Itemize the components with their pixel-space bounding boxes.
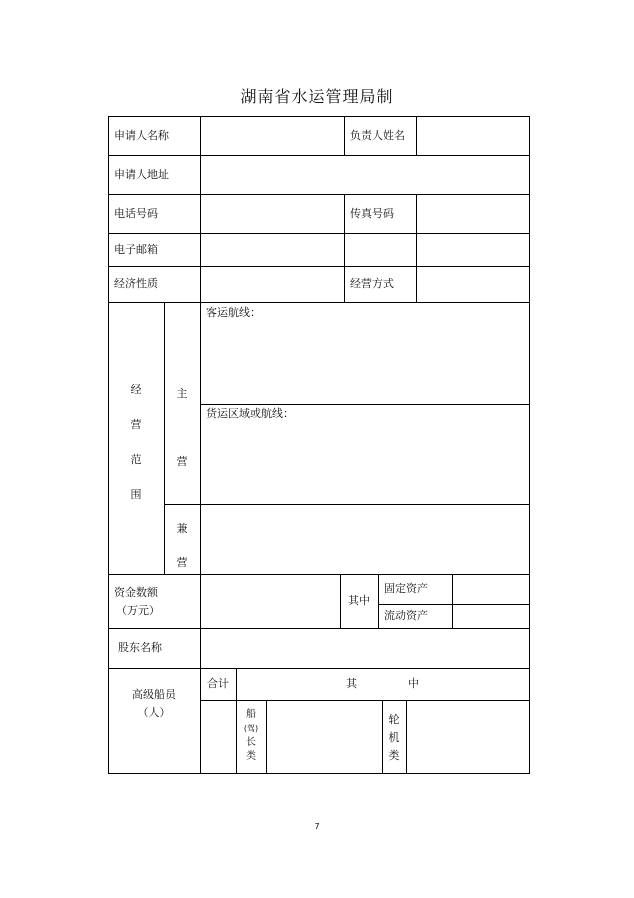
- cargo-routes-label: 货运区域或航线：: [206, 407, 294, 420]
- scope-char: 范: [130, 453, 142, 466]
- senior-crew-text: 高级船员: [132, 688, 176, 701]
- economic-nature-label: 经济性质: [114, 277, 158, 290]
- engine-char: 轮: [388, 713, 400, 726]
- capital-of-which-label: 其中: [348, 594, 370, 607]
- fax-field[interactable]: [417, 195, 529, 232]
- senior-crew-label: [108, 669, 200, 739]
- border-right: [529, 116, 530, 774]
- engine-class-label: [384, 711, 404, 765]
- border-bottom: [108, 773, 530, 774]
- fax-label: 传真号码: [350, 206, 394, 220]
- economic-nature-field[interactable]: [201, 267, 343, 301]
- secondary-business-field[interactable]: [201, 505, 529, 573]
- scope-char: 营: [130, 418, 142, 431]
- current-assets-field[interactable]: [453, 605, 529, 628]
- applicant-address-label: 申请人地址: [114, 167, 169, 181]
- captain-class-label: [241, 708, 261, 764]
- crew-total-label: 合计: [207, 677, 229, 690]
- passenger-routes-field[interactable]: [201, 322, 529, 403]
- phone-label: 电话号码: [114, 206, 158, 220]
- capital-label-text: 资金数额: [114, 585, 158, 599]
- cargo-routes-field[interactable]: [201, 423, 529, 503]
- main-business-label: [172, 360, 192, 496]
- application-form-table: [108, 116, 530, 774]
- applicant-address-field[interactable]: [201, 156, 529, 193]
- captain-char: 长: [246, 737, 256, 748]
- business-mode-field[interactable]: [417, 267, 529, 301]
- main-char: 营: [176, 455, 188, 468]
- row-line: [108, 302, 530, 303]
- passenger-routes-label: 客运航线：: [206, 306, 261, 319]
- form-title: 湖南省水运管理局制: [240, 87, 394, 106]
- secondary-business-label: [172, 512, 192, 580]
- applicant-name-field[interactable]: [201, 117, 343, 154]
- phone-field[interactable]: [201, 195, 343, 232]
- applicant-name-label: 申请人名称: [114, 128, 169, 142]
- col-line: [382, 700, 383, 774]
- crew-of-which-right: 中: [408, 677, 419, 690]
- engine-class-field[interactable]: [407, 701, 529, 773]
- capital-unit-text: （万元）: [116, 603, 160, 617]
- captain-char: (驾): [243, 724, 259, 733]
- fixed-assets-label: 固定资产: [384, 582, 428, 595]
- email-extra-field-2[interactable]: [417, 234, 529, 265]
- col-line: [164, 302, 165, 574]
- fixed-assets-field[interactable]: [453, 575, 529, 604]
- business-mode-label: 经营方式: [350, 277, 394, 290]
- captain-char: 类: [246, 751, 256, 762]
- secondary-char: 兼: [176, 522, 188, 535]
- shareholder-field[interactable]: [201, 629, 529, 668]
- email-extra-field[interactable]: [345, 234, 415, 265]
- responsible-person-label: 负责人姓名: [350, 128, 405, 142]
- scope-char: 围: [130, 488, 142, 501]
- email-label: 电子邮箱: [114, 242, 158, 256]
- capital-amount-label: [108, 575, 200, 628]
- responsible-person-field[interactable]: [417, 117, 529, 154]
- crew-total-field[interactable]: [201, 701, 236, 773]
- secondary-char: 营: [176, 556, 188, 569]
- senior-crew-unit: （人）: [137, 706, 171, 719]
- business-scope-label: [126, 372, 146, 512]
- page-number: 7: [314, 822, 320, 831]
- row-line: [200, 404, 530, 405]
- scope-char: 经: [130, 383, 142, 396]
- shareholder-label: 股东名称: [118, 641, 162, 654]
- captain-class-field[interactable]: [267, 701, 382, 773]
- email-field[interactable]: [201, 234, 343, 265]
- current-assets-label: 流动资产: [384, 609, 428, 622]
- capital-amount-field[interactable]: [201, 575, 340, 628]
- crew-of-which-left: 其: [346, 677, 357, 690]
- main-char: 主: [176, 387, 188, 400]
- engine-char: 类: [388, 749, 400, 762]
- col-line: [236, 668, 237, 774]
- engine-char: 机: [388, 731, 400, 744]
- captain-char: 船: [246, 709, 256, 720]
